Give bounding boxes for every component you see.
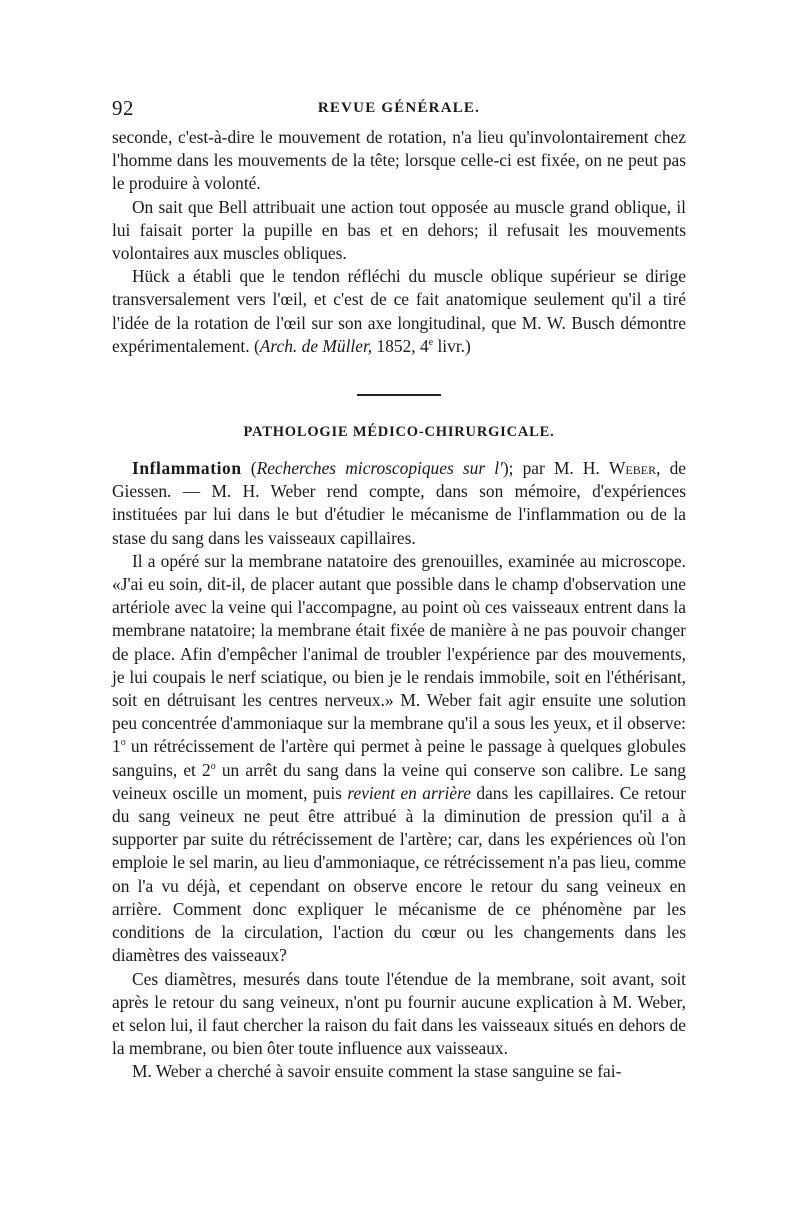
article-subtitle: Recherches microscopiques sur l' xyxy=(256,458,503,479)
article-author: Weber xyxy=(608,458,657,479)
superscript: e xyxy=(428,337,434,349)
paragraph xyxy=(112,550,686,968)
article-title: Inflammation xyxy=(132,458,242,479)
body-text xyxy=(112,126,686,358)
paragraph-text: Il a opéré sur la membrane natatoire des grenouilles, examinée au microscope. «J'ai eu soin, dit-il, de placer autant que possible dans le champ d'observation une artériole avec la veine qui l'accompagne, au point où ces vaisseaux entrent dans la membrane natatoire; la membrane était fixée de manière à ne pas pouvoir changer de place. Afin d'empêcher l'animal de troubler l'expérience par des mouvements, je lui coupais le nerf sciatique, ou bien je le rendais immobile, soit en l'éthérisant, soit en détruisant les centres nerveux.» M. Weber fait agir ensuite une solution peu concentrée d'ammoniaque sur la membrane qu'il a sous les yeux, et il observe: 1 xyxy=(112,550,686,757)
page-header xyxy=(112,96,686,126)
subtitle-open: ( xyxy=(241,458,257,479)
reference-title: Arch. de Müller, xyxy=(259,335,373,356)
article-intro xyxy=(112,457,686,550)
paragraph-text: dans les capillaires. Ce retour du sang veineux ne peut être attribué à la diminution de pression qu'il a à supporter par suite du rétrécissement de l'artère; car, dans les expériences où l'on emploie le sel marin, au lieu d'ammoniaque, ce rétrécissement n'a pas lieu, comme on l'a vu déjà, et cependant on observe encore le retour du sang veineux en arrière. Comment donc expliquer le mécanisme de ce phénomène par les conditions de la circulation, l'action du cœur ou les changements dans les diamètres des vaisseaux? xyxy=(112,782,686,966)
paragraph: Ces diamètres, mesurés dans toute l'étendue de la membrane, soit avant, soit après le retour du sang veineux, n'ont pu fournir aucune explication à M. Weber, et selon lui, il faut chercher la raison du fait dans les vaisseaux situés en dehors de la membrane, ou bien ôter toute influence aux vaisseaux. xyxy=(112,968,686,1059)
reference-end: livr.) xyxy=(433,335,471,356)
section-divider xyxy=(357,394,441,396)
running-title: REVUE GÉNÉRALE. xyxy=(317,100,481,116)
paragraph-text: , de Giessen. — M. H. Weber rend compte, dans son mémoire, d'expériences instituées par lui dans le but d'étudier le mécanisme de l'inflammation ou de la stase du sang dans les vaisseaux capillaires. xyxy=(112,458,686,548)
subtitle-close: ); par M. H. xyxy=(502,458,609,479)
paragraph: On sait que Bell attribuait une action tout opposée au muscle grand oblique, il lui faisait porter la pupille en bas et en dehors; il refusait les mouvements volontaires aux muscles obliques. xyxy=(112,196,686,264)
paragraph: seconde, c'est-à-dire le mouvement de rotation, n'a lieu qu'involontairement chez l'homme dans les mouvements de la tête; lorsque celle-ci est fixée, on ne peut pas le produire à volonté. xyxy=(112,127,686,194)
page xyxy=(112,96,686,1084)
paragraph-text: un arrêt du sang dans la veine qui conserve son calibre. Le sang veineux oscille un moment, puis xyxy=(112,759,686,803)
emphasis: revient en arrière xyxy=(347,782,471,803)
paragraph-text: Hück a établi que le tendon réfléchi du muscle oblique supérieur se dirige transversalement vers l'œil, et c'est de ce fait anatomique seulement qu'il a tiré l'idée de la rotation de l'œil sur son axe longitudinal, que M. W. Busch démontre expérimentalement. ( xyxy=(112,266,686,356)
article-body xyxy=(112,457,686,1083)
paragraph: M. Weber a cherché à savoir ensuite comment la stase sanguine se fai- xyxy=(132,1061,622,1082)
page-number: 92 xyxy=(112,96,134,120)
reference-year: 1852, 4 xyxy=(372,335,429,356)
section-heading: PATHOLOGIE MÉDICO-CHIRURGICALE. xyxy=(243,424,555,441)
paragraph-text: un rétrécissement de l'artère qui permet à peine le passage à quelques globules sanguins, et 2 xyxy=(112,736,686,780)
superscript: o xyxy=(210,760,216,772)
superscript: o xyxy=(120,737,126,749)
paragraph xyxy=(112,265,686,358)
